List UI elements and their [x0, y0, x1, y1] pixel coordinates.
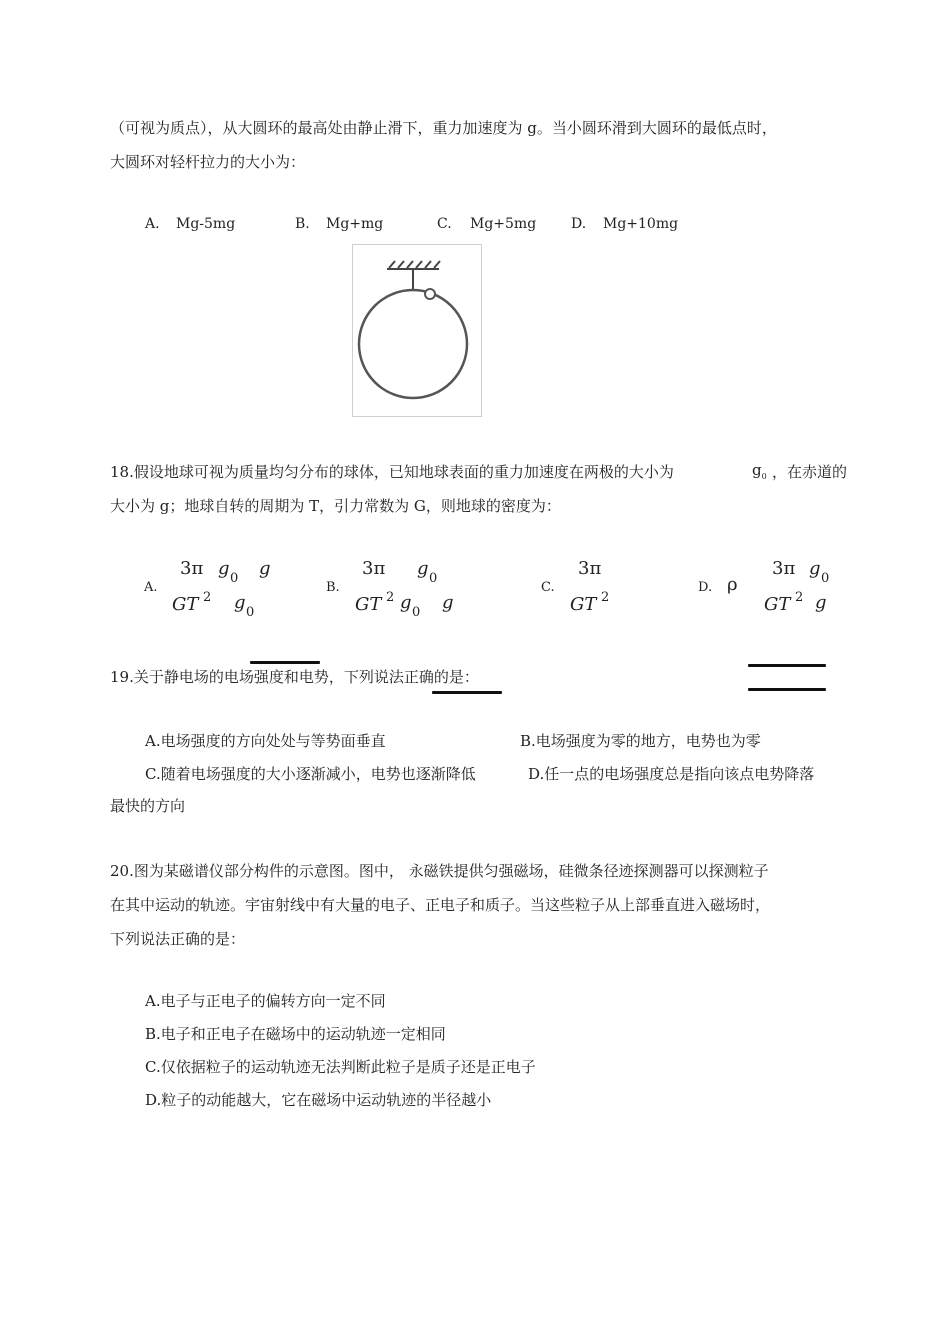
ring-diagram — [353, 245, 481, 416]
q17-option-a-label: A. — [145, 216, 160, 232]
q18-b-den-exp: 2 — [386, 590, 395, 605]
q18-b-den-gt: GT — [355, 594, 382, 615]
q18-g0-symbol: g — [752, 461, 762, 479]
q17-option-b-label: B. — [295, 216, 310, 232]
q18-d-den-gt: GT — [764, 594, 791, 615]
q18-option-c-label: C. — [541, 580, 555, 595]
q18-line1a: 18.假设地球可视为质量均匀分布的球体，已知地球表面的重力加速度在两极的大小为 — [110, 463, 674, 481]
q18-b-den-g-sub: 0 — [412, 605, 421, 620]
q18-b-num-g: g — [417, 558, 429, 579]
q17-option-a-text: Mg-5mg — [176, 216, 236, 232]
q19-option-c: C.随着电场强度的大小逐渐减小，电势也逐渐降低 — [145, 765, 476, 783]
fraction-bar-4 — [748, 688, 826, 691]
q17-line1: （可视为质点），从大圆环的最高处由静止滑下，重力加速度为 g。当小圆环滑到大圆环的最低点时， — [110, 119, 777, 137]
q17-option-d-text: Mg+10mg — [603, 216, 679, 232]
q18-c-den-gt: GT — [570, 594, 597, 615]
q18-a-num-g2: g — [259, 558, 271, 579]
q17-option-d-label: D. — [571, 216, 587, 232]
q18-d-den-g: g — [815, 592, 827, 613]
q18-b-den-g: g — [400, 592, 412, 613]
q19-option-b: B.电场强度为零的地方，电势也为零 — [520, 732, 761, 750]
q17-option-b-text: Mg+mg — [326, 216, 384, 232]
q18-d-den-exp: 2 — [795, 590, 804, 605]
q20-option-b: B.电子和正电子在磁场中的运动轨迹一定相同 — [145, 1025, 446, 1043]
q18-a-den-g-sub: 0 — [246, 605, 255, 620]
q18-b-coef: 3π — [362, 558, 386, 579]
q17-option-c-text: Mg+5mg — [470, 216, 537, 232]
q20-line2: 在其中运动的轨迹。宇宙射线中有大量的电子、正电子和质子。当这些粒子从上部垂直进入磁场时， — [110, 896, 771, 914]
fraction-bar-3 — [748, 664, 826, 667]
q17-option-c-label: C. — [437, 216, 452, 232]
fraction-bar-1 — [250, 661, 320, 664]
q18-option-b-label: B. — [326, 580, 340, 595]
q18-a-den-exp: 2 — [203, 590, 212, 605]
q20-line1: 20.图为某磁谱仪部分构件的示意图。图中， 永磁铁提供匀强磁场，硅微条径迹探测器可以探测粒子 — [110, 862, 769, 880]
q18-a-den-g: g — [234, 592, 246, 613]
q19-option-d-line2: 最快的方向 — [110, 797, 186, 815]
q18-line1b: ，在赤道的 — [772, 463, 848, 481]
q18-option-d-label: D. — [698, 580, 713, 595]
q20-option-c: C.仅依据粒子的运动轨迹无法判断此粒子是质子还是正电子 — [145, 1058, 536, 1076]
q18-a-den-gt: GT — [172, 594, 199, 615]
q20-line3: 下列说法正确的是： — [110, 930, 246, 948]
q20-option-a: A.电子与正电子的偏转方向一定不同 — [145, 992, 386, 1010]
q18-d-rho: ρ — [727, 574, 738, 595]
ring-figure — [352, 244, 482, 417]
q18-d-coef: 3π — [772, 558, 796, 579]
q18-a-num-g-sub: 0 — [230, 571, 239, 586]
q17-line2: 大圆环对轻杆拉力的大小为： — [110, 153, 306, 171]
q18-g0-subscript: 0 — [761, 472, 767, 481]
q18-c-den-exp: 2 — [601, 590, 610, 605]
small-ring — [425, 289, 435, 299]
q18-b-den-g2: g — [442, 592, 454, 613]
large-ring — [359, 290, 467, 398]
q18-a-num-g: g — [218, 558, 230, 579]
q18-c-coef: 3π — [578, 558, 602, 579]
q18-g0 — [752, 461, 767, 481]
q19-stem: 19.关于静电场的电场强度和电势，下列说法正确的是： — [110, 668, 479, 686]
q18-line2: 大小为 g；地球自转的周期为 T，引力常数为 G，则地球的密度为： — [110, 497, 561, 515]
q19-option-d-line1: D.任一点的电场强度总是指向该点电势降落 — [528, 765, 815, 783]
q18-d-num-g: g — [809, 558, 821, 579]
q19-option-a: A.电场强度的方向处处与等势面垂直 — [145, 732, 386, 750]
ceiling-hatch — [387, 261, 440, 269]
q18-a-coef: 3π — [180, 558, 204, 579]
q18-d-num-g-sub: 0 — [821, 571, 830, 586]
q18-option-a-label: A. — [144, 580, 158, 595]
q20-option-d: D.粒子的动能越大，它在磁场中运动轨迹的半径越小 — [145, 1091, 492, 1109]
fraction-bar-2 — [432, 691, 502, 694]
q18-b-num-g-sub: 0 — [429, 571, 438, 586]
